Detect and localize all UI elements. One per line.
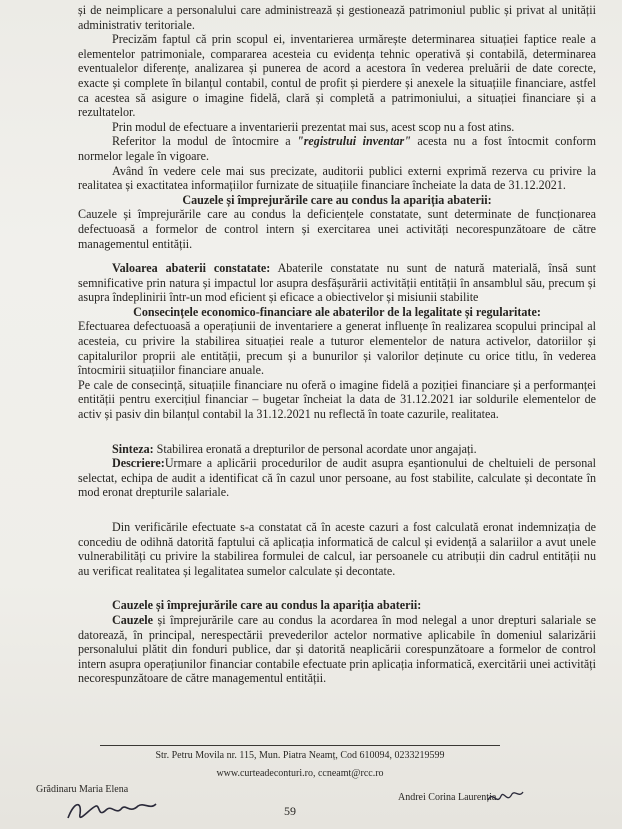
causes-2-label: Cauzele <box>112 612 153 627</box>
paragraph-opinion: Având în vedere cele mai sus precizate, auditorii publici externi exprimă rezerva cu privire la realitatea și exactitatea informațiilor furnizate de situațiile financiare încheiate la data de 31.12.2021. <box>78 163 596 193</box>
paragraph-causes-1: Cauzele și împrejurările care au condus la deficiențele constatate, sunt determinate de funcționarea defectuoasă a formelor de control intern și exercitarea unei activități necorespunzătoare de către managementul entității. <box>78 207 596 251</box>
signatory-left-name: Grădinaru Maria Elena <box>36 784 129 795</box>
signature-left-icon <box>60 796 170 826</box>
paragraph-intro: și de neimplicare a personalului care administrează și gestionează patrimoniul public și privat al unității administrativ teritoriale. <box>78 3 596 32</box>
footer-address: Str. Petru Movila nr. 115, Mun. Piatra Neamț, Cod 610094, 0233219599 <box>155 750 445 761</box>
footer-contact: www.curteadeconturi.ro, ccneamt@rcc.ro <box>216 768 384 779</box>
heading-causes-1: Cauzele și împrejurările care au condus la apariția abaterii: <box>182 192 492 207</box>
paragraph-verification: Din verificările efectuate s-a constatat că în aceste cazuri a fost calculată eronat indemnizația de concediu de odihnă datorită faptului că aplicația informatică de calcul și evidență a salariilor a avut unele vulnerabilități cu privire la stabilirea formulei de calcul, iar persoanele cu atribuții din cadrul entității nu au verificat realitatea și legalitatea sumelor calculate și decontate. <box>78 520 596 578</box>
paragraph-registru: Referitor la modul de întocmire a "registrului inventar" acesta nu a fost întocmit conform normelor legale în vigoare. <box>78 134 596 163</box>
heading-consequences: Consecințele economico-financiare ale abaterilor de la legalitate și regularitate: <box>133 304 541 319</box>
paragraph-consequences-1: Efectuarea defectuoasă a operațiunii de inventariere a generat influențe în realizarea scopului principal al acesteia, cu privire la stabilirea situației reale a tuturor elementelor de natura activelor, datoriilor și capitalurilor proprii ale entității, precum și a bunurilor și valorilor deținute cu orice titlu, în vederea întocmirii situațiilor financiare anuale. <box>78 319 596 378</box>
registru-emphasis: "registrului inventar" <box>297 134 411 149</box>
description-label: Descriere: <box>112 456 165 471</box>
synthesis-label: Sinteza: <box>112 441 154 456</box>
paragraph-inventory-purpose: Precizăm faptul că prin scopul ei, inventarierea urmărește determinarea situației faptice reale a elementelor patrimoniale, compararea acesteia cu evidența tehnic operativă și contabilă, determinarea eventualelor diferențe, analizarea și punerea de acord a acestora în vederea preluării de date corecte, exacte și complete în bilanțul contabil, contul de profit și pierdere și anexele la situațiile financiare, astfel ca acestea să asigure o imagine fidelă, clară și completă a patrimoniului, a situației financiare și a rezultatelor. <box>78 32 596 120</box>
footer-divider <box>100 745 500 746</box>
signature-right-icon <box>485 786 525 810</box>
value-label: Valoarea abaterii constatate: <box>112 261 271 276</box>
paragraph-purpose-not-met: Prin modul de efectuare a inventarierii prezentat mai sus, acest scop nu a fost atins. <box>112 119 515 134</box>
paragraph-synthesis: Sinteza: Stabilirea eronată a drepturilor de personal acordate unor angajați. <box>112 441 477 456</box>
paragraph-causes-2: Cauzele și împrejurările care au condus la acordarea în mod nelegal a unor drepturi salariale se datorează, în principal, nerespectării prevederilor actelor normative aplicabile în domeniul salarizării personalului plătit din fonduri publice, dar și datorită neaplicării corespunzătoare a formelor de control intern asupra operațiunilor financiar contabile efectuate prin aplicația informatică, exercitării unei activități necorespunzătoare de către managementul entității. <box>78 612 596 686</box>
paragraph-consequences-2: Pe cale de consecință, situațiile financiare nu oferă o imagine fidelă a poziției financiare și a performanței entității pentru exercițiul financiar – bugetar încheiat la data de 31.12.2021 iar soldurile elementelor de activ și pasiv din bilanțul contabil la 31.12.2021 nu reflectă în toate cazurile, realitatea. <box>78 377 596 422</box>
heading-causes-2: Cauzele și împrejurările care au condus la apariția abaterii: <box>112 598 422 613</box>
paragraph-value: Valoarea abaterii constatate: Abaterile constatate nu sunt de natură materială, însă sunt semnificative prin natura și impactul lor asupra desfășurării activității entității în ansamblul său, precum și asupra îndeplinirii într-un mod eficient și eficace a obiectivelor și misiunii stabilite <box>78 261 596 305</box>
signatory-right-name: Andrei Corina Laurenția <box>398 792 497 803</box>
document-body <box>78 3 596 686</box>
paragraph-description: Descriere:Urmare a aplicării procedurilor de audit asupra eșantionului de cheltuieli de personal selectat, echipa de audit a identificat că în cazul unor persoane, au fost stabilite, calculate și decontate în mod eronat drepturile salariale. <box>78 456 596 500</box>
page-number: 59 <box>284 804 296 818</box>
